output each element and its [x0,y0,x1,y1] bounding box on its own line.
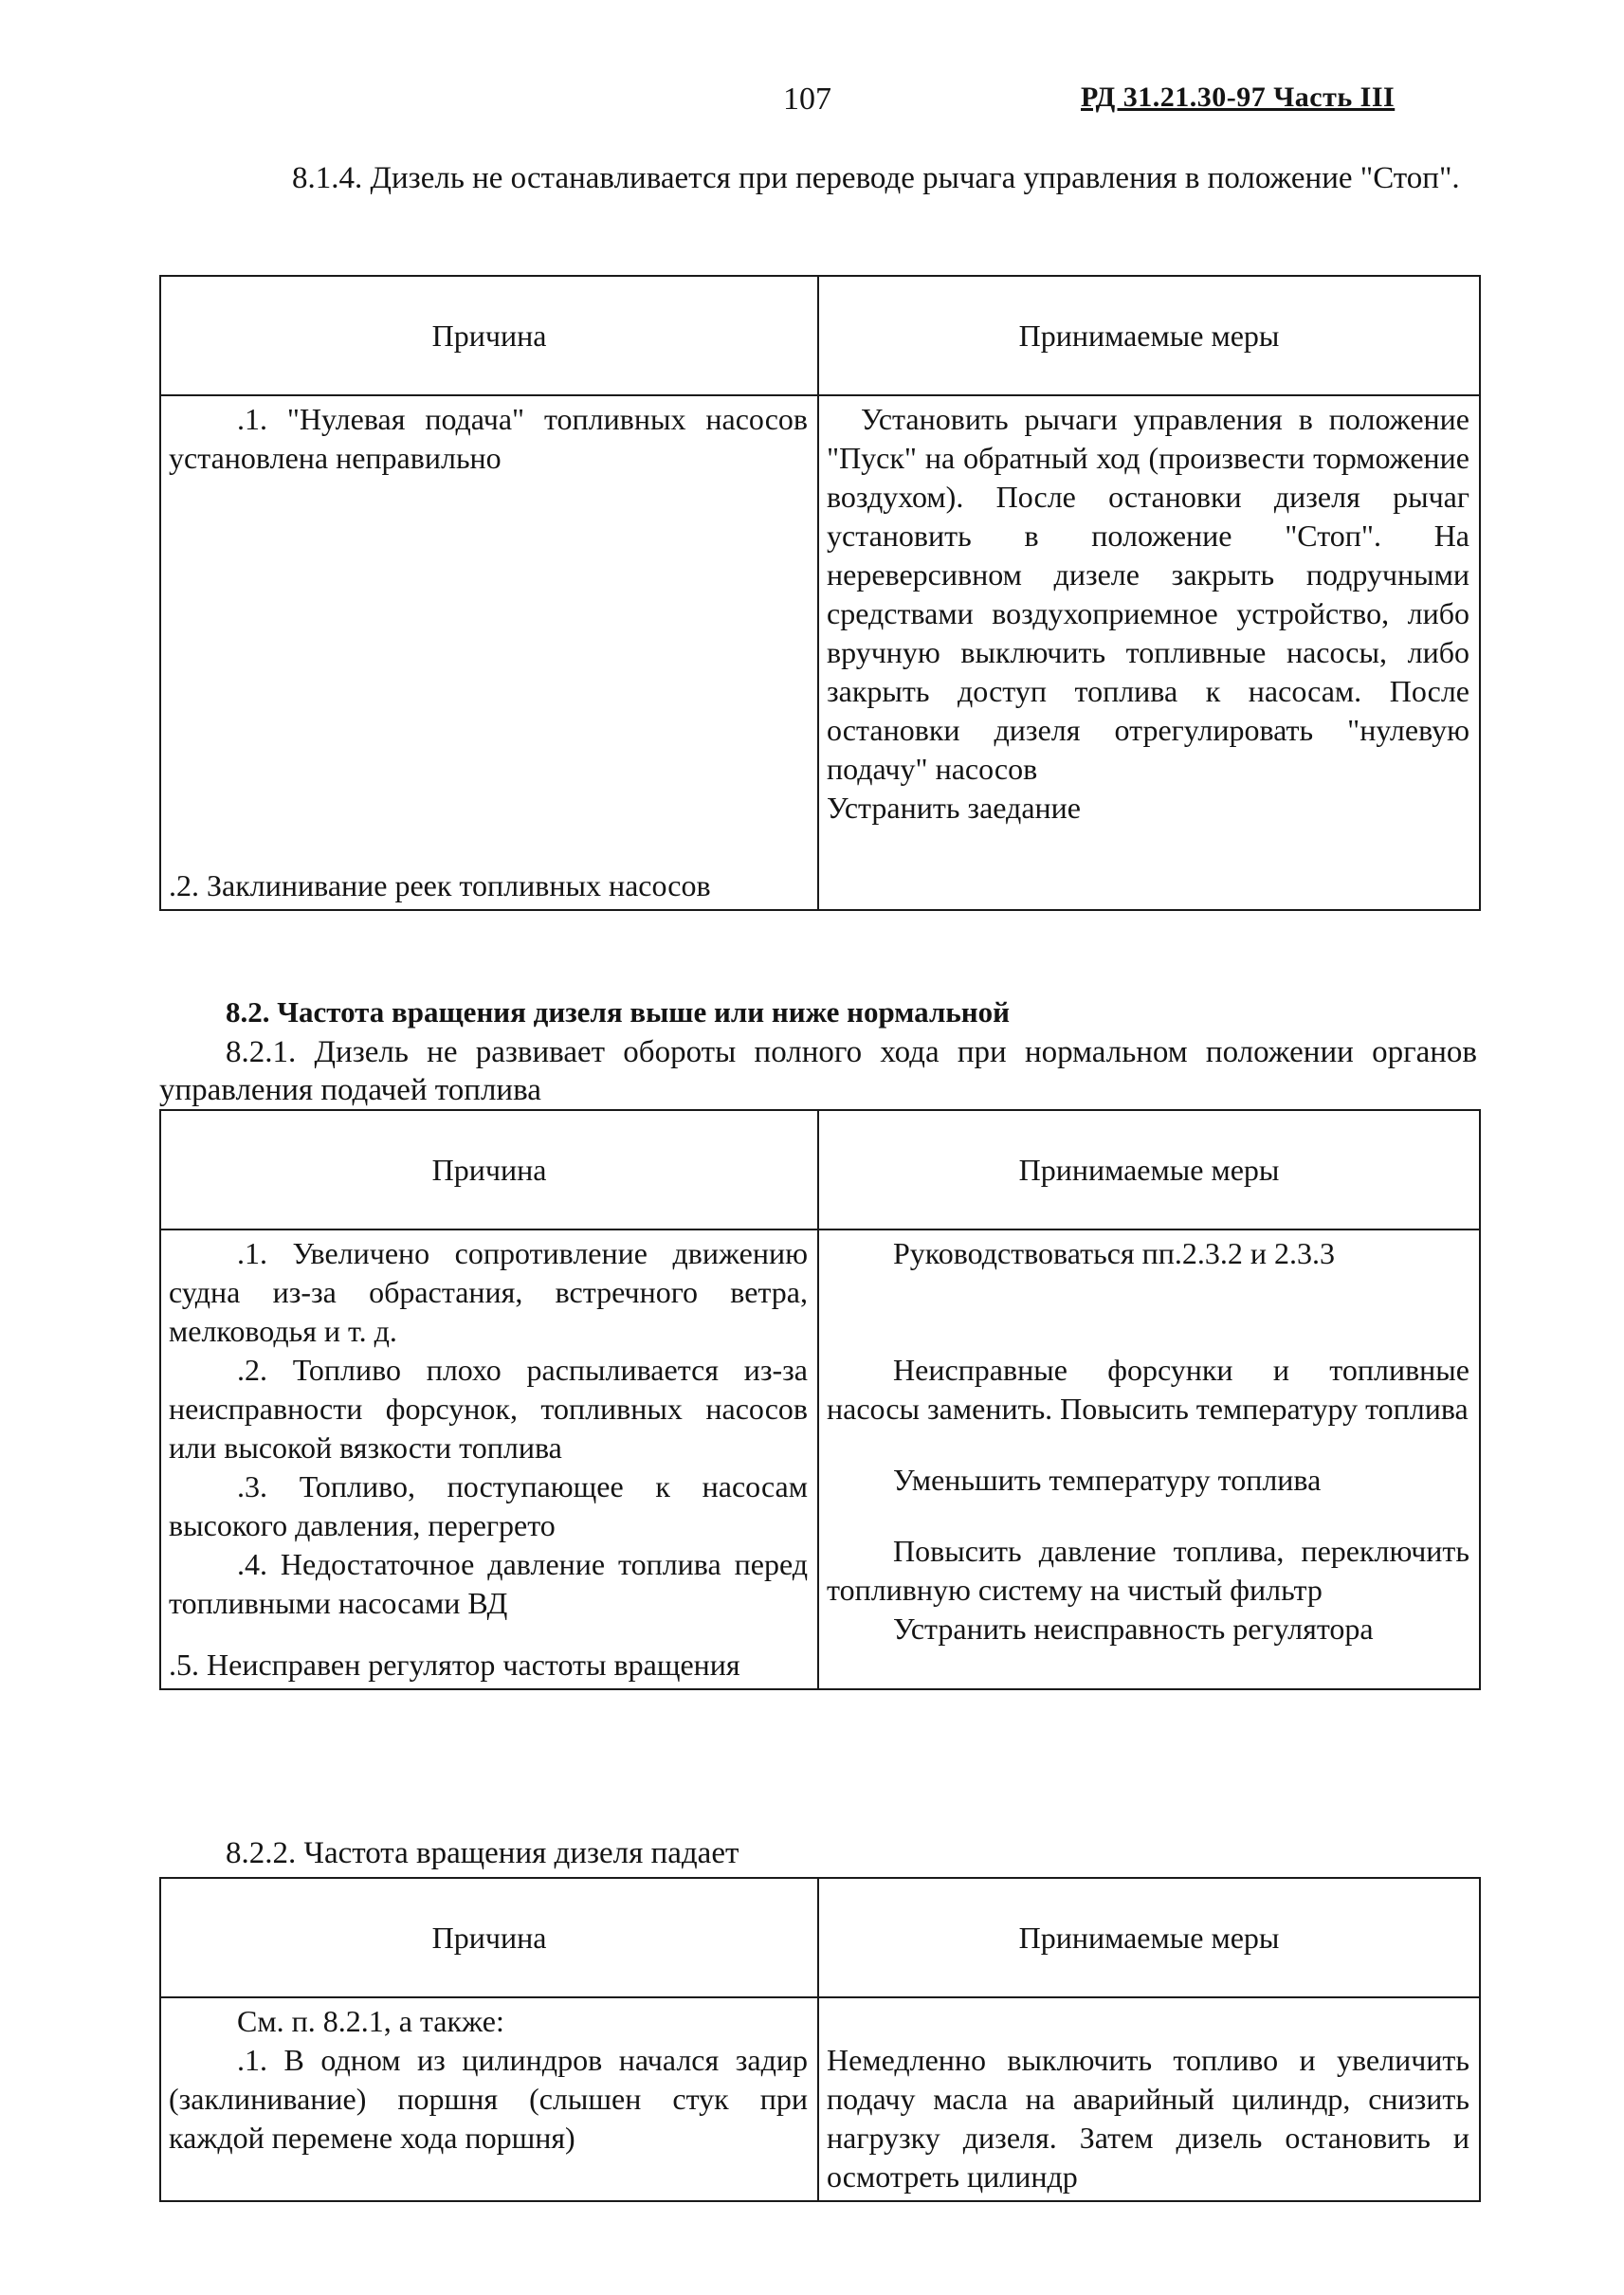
table-row [160,1229,1480,1689]
table-row [160,395,1480,910]
measure-item: Устранить неисправность регулятора [893,1612,1374,1646]
measure-item: Устранить заедание [827,791,1081,825]
measure-cell [818,395,1480,910]
table-8-1-4 [159,275,1481,911]
table-header-row [160,1110,1480,1229]
measure-cell [818,1997,1480,2201]
table-header-row [160,1878,1480,1997]
header-measures: Принимаемые меры [818,276,1480,395]
header-measures: Принимаемые меры [818,1878,1480,1997]
header-measures: Принимаемые меры [818,1110,1480,1229]
cause-intro: См. п. 8.2.1, а также: [237,2004,504,2038]
measure-item: Установить рычаги управления в положение "Пуск" на обратный ход (произвести торможение воздухом). После остановки дизеля рычаг установить в положение "Стоп". На нереверсивном дизеле закрыть подручными средствами воздухоприемное устройство, либо вручную выключить топливные насосы, либо закрыть доступ топлива к насосам. После остановки дизеля отрегулировать "нулевую подачу" насосов [827,402,1469,786]
measure-item: Повысить давление топлива, переключить топливную систему на чистый фильтр [827,1534,1469,1607]
document-reference: РД 31.21.30-97 Часть III [1081,82,1396,113]
table-8-2-2 [159,1877,1481,2202]
cause-item: .3. Топливо, поступающее к насосам высокого давления, перегрето [169,1469,808,1542]
section-8-1-4-title: 8.1.4. Дизель не останавливается при переводе рычага управления в положение "Стоп". [292,161,1460,195]
cause-item: .4. Недостаточное давление топлива перед топливными насосами ВД [169,1547,808,1620]
table-header-row [160,276,1480,395]
cause-cell [160,1229,818,1689]
measure-cell [818,1229,1480,1689]
header-cause: Причина [160,276,818,395]
section-8-2-2-title: 8.2.2. Частота вращения дизеля падает [226,1836,739,1870]
cause-cell [160,1997,818,2201]
cause-item: .1. "Нулевая подача" топливных насосов установлена неправильно [169,402,808,475]
cause-item: .1. В одном из цилиндров начался задир (заклинивание) поршня (слышен стук при каждой перемене хода поршня) [169,2043,808,2155]
table-row [160,1997,1480,2201]
cause-item: .1. Увеличено сопротивление движению судна из-за обрастания, встречного ветра, мелководья и т. д. [169,1236,808,1348]
table-8-2-1 [159,1109,1481,1690]
measure-item: Неисправные форсунки и топливные насосы заменить. Повысить температуру топлива [827,1353,1469,1426]
cause-item: .2. Заклинивание реек топливных насосов [169,868,711,902]
measure-item: Руководствоваться пп.2.3.2 и 2.3.3 [893,1236,1335,1270]
section-8-2-heading: 8.2. Частота вращения дизеля выше или ниже нормальной [226,995,1010,1029]
cause-cell [160,395,818,910]
header-cause: Причина [160,1110,818,1229]
cause-item: .5. Неисправен регулятор частоты вращения [169,1648,740,1682]
measure-item: Немедленно выключить топливо и увеличить подачу масла на аварийный цилиндр, снизить нагрузку дизеля. Затем дизель остановить и осмотреть цилиндр [827,2043,1469,2194]
section-8-2-1-title: 8.2.1. Дизель не развивает обороты полного хода при нормальном положении органов управления подачей топлива [159,1035,1477,1107]
cause-item: .2. Топливо плохо распыливается из-за неисправности форсунок, топливных насосов или высокой вязкости топлива [169,1353,808,1465]
page-number: 107 [783,82,831,117]
measure-item: Уменьшить температуру топлива [893,1463,1322,1497]
header-cause: Причина [160,1878,818,1997]
